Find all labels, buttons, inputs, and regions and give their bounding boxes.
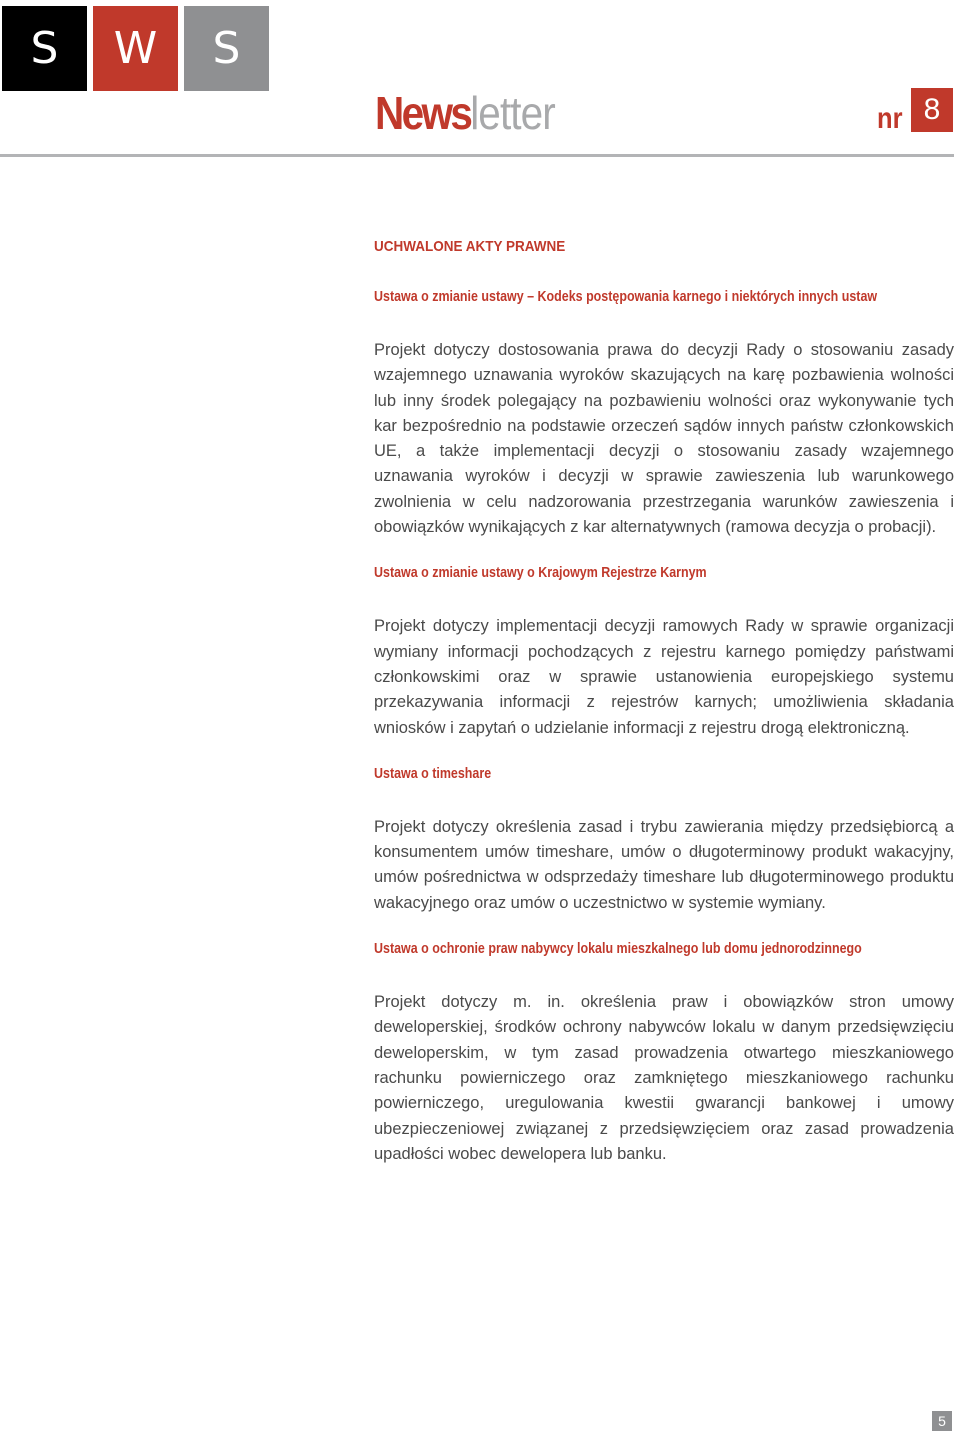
act-description: Projekt dotyczy dostosowania prawa do decyzji Rady o stosowaniu zasady wzajemnego uznawania wyroków skazujących na karę pozbawienia wolności lub inny środek polegający na pozbawieniu wolności oraz wykonywanie tych kar bezpośrednio na podstawie orzeczeń sądów innych państw członkowskich UE, a także implementacji decyzji o stosowaniu zasady wzajemnego uznawania wyroków i decyzji w sprawie zawieszenia lub warunkowego zwolnienia w celu nadzorowania przestrzegania warunków zawieszenia i obowiązków wynikających z kar alternatywnych (ramowa decyzja o probacji). bbox=[374, 341, 954, 537]
section-title: UCHWALONE AKTY PRAWNE bbox=[374, 238, 566, 255]
act-description: Projekt dotyczy określenia zasad i trybu zawierania między przedsiębiorcą a konsumentem umów timeshare, umów o długoterminowy produkt wakacyjny, umów pośrednictwa w odsprzedaży timeshare lub długoterminowego produktu wakacyjnego oraz umów o uczestnictwo w systemie wymiany. bbox=[374, 817, 954, 912]
act-description: Projekt dotyczy implementacji decyzji ramowych Rady w sprawie organizacji wymiany informacji pochodzących z rejestru karnego pomiędzy państwami członkowskimi oraz w sprawie ustanowienia europejskiego systemu przekazywania informacji z rejestrów karnych; umożliwienia składania wniosków i zapytań o udzielanie informacji z rejestru drogą elektroniczną. bbox=[374, 617, 954, 737]
newsletter-masthead bbox=[375, 87, 555, 139]
masthead-letter: letter bbox=[470, 87, 555, 139]
act-item bbox=[374, 565, 954, 740]
logo-letter-w-red: W bbox=[93, 6, 178, 91]
masthead-news: News bbox=[375, 87, 471, 139]
header-divider bbox=[0, 154, 954, 157]
act-item bbox=[374, 289, 954, 540]
logo-letter-s-black: S bbox=[2, 6, 87, 91]
act-title: Ustawa o timeshare bbox=[374, 765, 492, 782]
logo-letter-s-gray: S bbox=[184, 6, 269, 91]
page-number: 5 bbox=[932, 1411, 952, 1431]
act-title: Ustawa o zmianie ustawy o Krajowym Rejestrze Karnym bbox=[374, 565, 707, 582]
act-description: Projekt dotyczy m. in. określenia praw i obowiązków stron umowy deweloperskiej, środków ochrony nabywców lokalu w danym przedsięwzięciu deweloperskim, w tym zasad prowadzenia otwartego mieszkaniowego rachunku powierniczego oraz zamkniętego mieszkaniowego rachunku powierniczego, uregulowania kwestii gwarancji bankowej i umowy ubezpieczeniowej związanej z przedsięwzięciem oraz zasad prowadzenia upadłości wobec dewelopera lub banku. bbox=[374, 993, 954, 1163]
issue-label: nr bbox=[877, 102, 903, 135]
acts-list bbox=[374, 289, 954, 1167]
act-item bbox=[374, 941, 954, 1167]
act-title: Ustawa o ochronie praw nabywcy lokalu mieszkalnego lub domu jednorodzinnego bbox=[374, 941, 862, 958]
act-title: Ustawa o zmianie ustawy – Kodeks postępowania karnego i niektórych innych ustaw bbox=[374, 289, 878, 305]
issue-number: 8 bbox=[911, 88, 953, 132]
act-item bbox=[374, 766, 954, 916]
